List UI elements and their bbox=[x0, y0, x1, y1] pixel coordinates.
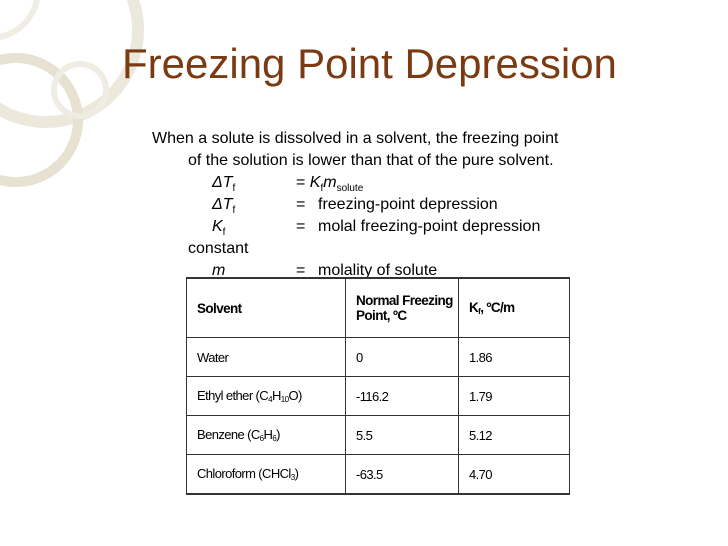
definition-meaning: molal freezing-point depression bbox=[318, 218, 541, 235]
definition-continuation: constant bbox=[188, 240, 249, 257]
table-row bbox=[187, 338, 570, 377]
definition-equals: = bbox=[296, 196, 306, 213]
definition-meaning: molality of solute bbox=[318, 262, 438, 279]
cell-kf: 1.86 bbox=[459, 338, 570, 377]
definition-symbol: $\Delta T_f$ bbox=[212, 196, 236, 217]
equation-line bbox=[152, 172, 558, 194]
equation-rhs: = $K_fm_{solute}$ bbox=[296, 174, 364, 195]
cell-kf: 4.70 bbox=[459, 455, 570, 495]
cell-freezing-point: -63.5 bbox=[346, 455, 459, 495]
cell-solvent: Water bbox=[187, 338, 346, 377]
cell-solvent: Benzene $(C_6H_6)$ bbox=[187, 416, 346, 455]
definition-meaning: freezing-point depression bbox=[318, 196, 498, 213]
definition-kf bbox=[152, 216, 558, 238]
cell-freezing-point: 5.5 bbox=[346, 416, 459, 455]
definition-delta-tf bbox=[152, 194, 558, 216]
header-kf: $K_f$, ºC/m bbox=[459, 278, 570, 338]
header-solvent: Solvent bbox=[187, 278, 346, 338]
table-row bbox=[187, 455, 570, 495]
cell-kf: 1.79 bbox=[459, 377, 570, 416]
cell-solvent: Ethyl ether $(C_4H_{10}O)$ bbox=[187, 377, 346, 416]
definition-symbol: $K_f$ bbox=[212, 218, 226, 239]
cell-freezing-point: 0 bbox=[346, 338, 459, 377]
header-normal-freezing-point: Normal Freezing Point, ºC bbox=[346, 278, 459, 338]
definition-equals: = bbox=[296, 218, 306, 235]
cell-kf: 5.12 bbox=[459, 416, 570, 455]
equation-lhs: $\Delta T_f$ bbox=[212, 174, 236, 195]
table-row bbox=[187, 416, 570, 455]
slide-title: Freezing Point Depression bbox=[122, 40, 617, 87]
definition-equals: = bbox=[296, 262, 306, 279]
cell-solvent: Chloroform (CHCl$_3$) bbox=[187, 455, 346, 495]
table-header-row bbox=[187, 278, 570, 338]
intro-line-1: When a solute is dissolved in a solvent, the freezing point bbox=[152, 130, 559, 147]
slide-body bbox=[152, 128, 558, 282]
definition-symbol: m bbox=[212, 262, 226, 279]
intro-line-2: of the solution is lower than that of the pure solvent. bbox=[188, 152, 554, 169]
freezing-point-table bbox=[186, 277, 570, 495]
table-row bbox=[187, 377, 570, 416]
cell-freezing-point: -116.2 bbox=[346, 377, 459, 416]
